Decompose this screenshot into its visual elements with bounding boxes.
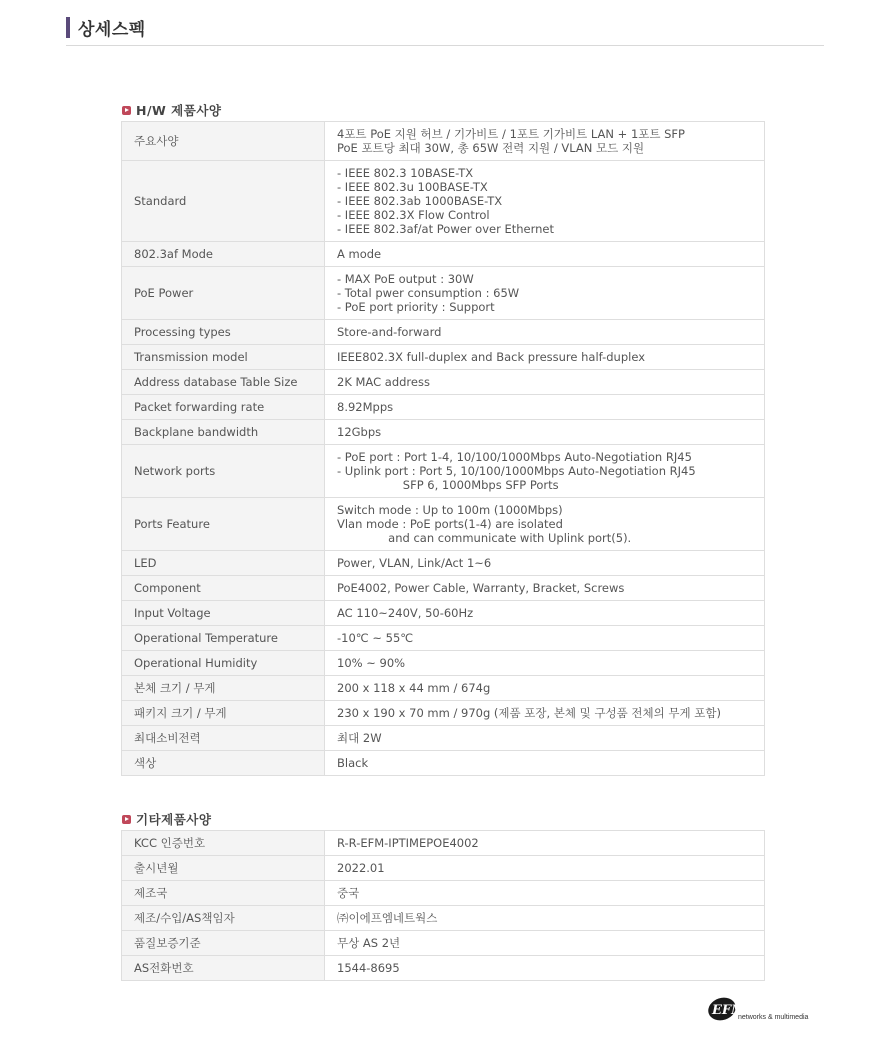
spec-key: Input Voltage — [122, 601, 325, 626]
spec-row — [122, 267, 765, 320]
spec-value — [325, 161, 765, 242]
spec-key: Backplane bandwidth — [122, 420, 325, 445]
spec-row — [122, 676, 765, 701]
spec-value-line: - IEEE 802.3u 100BASE-TX — [337, 180, 488, 194]
spec-value-line: - IEEE 802.3ab 1000BASE-TX — [337, 194, 503, 208]
spec-value-line: Power, VLAN, Link/Act 1~6 — [337, 556, 492, 570]
spec-value-line: - IEEE 802.3 10BASE-TX — [337, 166, 474, 180]
spec-value-line: 10% ~ 90% — [337, 656, 406, 670]
spec-key: Packet forwarding rate — [122, 395, 325, 420]
spec-value-line: Store-and-forward — [337, 325, 442, 339]
spec-value — [325, 551, 765, 576]
spec-value — [325, 956, 765, 981]
spec-value-line: Black — [337, 756, 369, 770]
spec-value-line: 1544-8695 — [337, 961, 400, 975]
spec-row — [122, 242, 765, 267]
etc-section-title — [122, 810, 211, 828]
spec-row — [122, 626, 765, 651]
spec-row — [122, 701, 765, 726]
spec-key: 품질보증기준 — [122, 931, 325, 956]
spec-key: 제조국 — [122, 881, 325, 906]
spec-value-line: AC 110~240V, 50-60Hz — [337, 606, 474, 620]
spec-value-line: - MAX PoE output : 30W — [337, 272, 474, 286]
spec-value — [325, 856, 765, 881]
etc-spec-table — [121, 830, 765, 981]
spec-value-line: - Uplink port : Port 5, 10/100/1000Mbps Auto-Negotiation RJ45 — [337, 464, 696, 478]
spec-value-line: 12Gbps — [337, 425, 382, 439]
spec-value-line: 2K MAC address — [337, 375, 430, 389]
spec-value-line: 8.92Mpps — [337, 400, 394, 414]
spec-value-line: -10℃ ~ 55℃ — [337, 631, 414, 645]
spec-value-line: 230 x 190 x 70 mm / 970g (제품 포장, 본체 및 구성품 전체의 무게 포함) — [337, 706, 721, 720]
spec-row — [122, 906, 765, 931]
spec-value — [325, 576, 765, 601]
title-accent-bar — [66, 17, 70, 38]
svg-text:EFM: EFM — [712, 1003, 746, 1018]
spec-value — [325, 122, 765, 161]
hw-spec-table — [121, 121, 765, 776]
spec-value — [325, 267, 765, 320]
spec-value — [325, 651, 765, 676]
spec-key: Processing types — [122, 320, 325, 345]
spec-value — [325, 320, 765, 345]
spec-value-line: R-R-EFM-IPTIMEPOE4002 — [337, 836, 479, 850]
spec-key: AS전화번호 — [122, 956, 325, 981]
spec-key: Network ports — [122, 445, 325, 498]
spec-value — [325, 370, 765, 395]
spec-key: Transmission model — [122, 345, 325, 370]
spec-value — [325, 445, 765, 498]
spec-value — [325, 498, 765, 551]
spec-value-line: - IEEE 802.3af/at Power over Ethernet — [337, 222, 555, 236]
spec-value — [325, 601, 765, 626]
spec-value-line: Vlan mode : PoE ports(1-4) are isolated — [337, 517, 563, 531]
spec-row — [122, 831, 765, 856]
spec-row — [122, 370, 765, 395]
spec-value — [325, 626, 765, 651]
spec-key: KCC 인증번호 — [122, 831, 325, 856]
spec-row — [122, 931, 765, 956]
spec-row — [122, 956, 765, 981]
spec-value-line: 최대 2W — [337, 731, 382, 745]
spec-value-line: 4포트 PoE 지원 허브 / 기가비트 / 1포트 기가비트 LAN + 1포트 SFP — [337, 127, 685, 141]
spec-value-line: - IEEE 802.3X Flow Control — [337, 208, 490, 222]
spec-value-line: - Total pwer consumption : 65W — [337, 286, 520, 300]
spec-value-line: 2022.01 — [337, 861, 385, 875]
spec-row — [122, 445, 765, 498]
spec-row — [122, 881, 765, 906]
spec-value-line: PoE 포트당 최대 30W, 총 65W 전력 지원 / VLAN 모드 지원 — [337, 141, 645, 155]
spec-key: Component — [122, 576, 325, 601]
spec-value-line: PoE4002, Power Cable, Warranty, Bracket, Screws — [337, 581, 625, 595]
spec-value-line: 중국 — [337, 886, 360, 900]
spec-row — [122, 122, 765, 161]
spec-key: Operational Temperature — [122, 626, 325, 651]
spec-key: Ports Feature — [122, 498, 325, 551]
spec-key: 최대소비전력 — [122, 726, 325, 751]
etc-section-title-text: 기타제품사양 — [136, 812, 212, 827]
hw-section-title-text: H/W 제품사양 — [136, 103, 222, 118]
spec-key: PoE Power — [122, 267, 325, 320]
spec-value — [325, 676, 765, 701]
spec-value — [325, 242, 765, 267]
bullet-icon — [122, 106, 131, 115]
efm-logo-icon — [706, 996, 816, 1026]
spec-key: Address database Table Size — [122, 370, 325, 395]
spec-key: 주요사양 — [122, 122, 325, 161]
spec-key: 802.3af Mode — [122, 242, 325, 267]
spec-key: Operational Humidity — [122, 651, 325, 676]
spec-key: 색상 — [122, 751, 325, 776]
spec-value — [325, 751, 765, 776]
spec-value-line: and can communicate with Uplink port(5). — [337, 531, 632, 545]
spec-row — [122, 751, 765, 776]
page-header — [66, 12, 824, 46]
bullet-icon — [122, 815, 131, 824]
spec-value — [325, 726, 765, 751]
spec-key: Standard — [122, 161, 325, 242]
spec-key: LED — [122, 551, 325, 576]
spec-value-line: SFP 6, 1000Mbps SFP Ports — [337, 478, 559, 492]
spec-row — [122, 576, 765, 601]
spec-value — [325, 395, 765, 420]
spec-key: 출시년월 — [122, 856, 325, 881]
spec-row — [122, 726, 765, 751]
spec-row — [122, 498, 765, 551]
spec-row — [122, 856, 765, 881]
spec-row — [122, 420, 765, 445]
spec-value — [325, 931, 765, 956]
spec-value-line: IEEE802.3X full-duplex and Back pressure half-duplex — [337, 350, 645, 364]
spec-value — [325, 831, 765, 856]
spec-value — [325, 345, 765, 370]
spec-value-line: - PoE port priority : Support — [337, 300, 495, 314]
efm-logo — [706, 996, 816, 1026]
spec-value-line: 무상 AS 2년 — [337, 936, 401, 950]
spec-value-line: A mode — [337, 247, 382, 261]
spec-row — [122, 345, 765, 370]
spec-value — [325, 420, 765, 445]
spec-row — [122, 320, 765, 345]
spec-key: 패키지 크기 / 무게 — [122, 701, 325, 726]
spec-row — [122, 161, 765, 242]
spec-value — [325, 701, 765, 726]
spec-value-line: Switch mode : Up to 100m (1000Mbps) — [337, 503, 563, 517]
spec-value — [325, 906, 765, 931]
spec-row — [122, 395, 765, 420]
spec-value-line: - PoE port : Port 1-4, 10/100/1000Mbps Auto-Negotiation RJ45 — [337, 450, 692, 464]
spec-row — [122, 601, 765, 626]
spec-value-line: ㈜이에프엠네트웍스 — [337, 911, 438, 925]
page-title: 상세스펙 — [78, 20, 146, 40]
spec-row — [122, 651, 765, 676]
spec-value-line: 200 x 118 x 44 mm / 674g — [337, 681, 491, 695]
hw-section-title — [122, 101, 221, 119]
logo-tagline: networks & multimedia — [738, 1014, 809, 1021]
spec-row — [122, 551, 765, 576]
spec-value — [325, 881, 765, 906]
spec-key: 제조/수입/AS책임자 — [122, 906, 325, 931]
spec-key: 본체 크기 / 무게 — [122, 676, 325, 701]
